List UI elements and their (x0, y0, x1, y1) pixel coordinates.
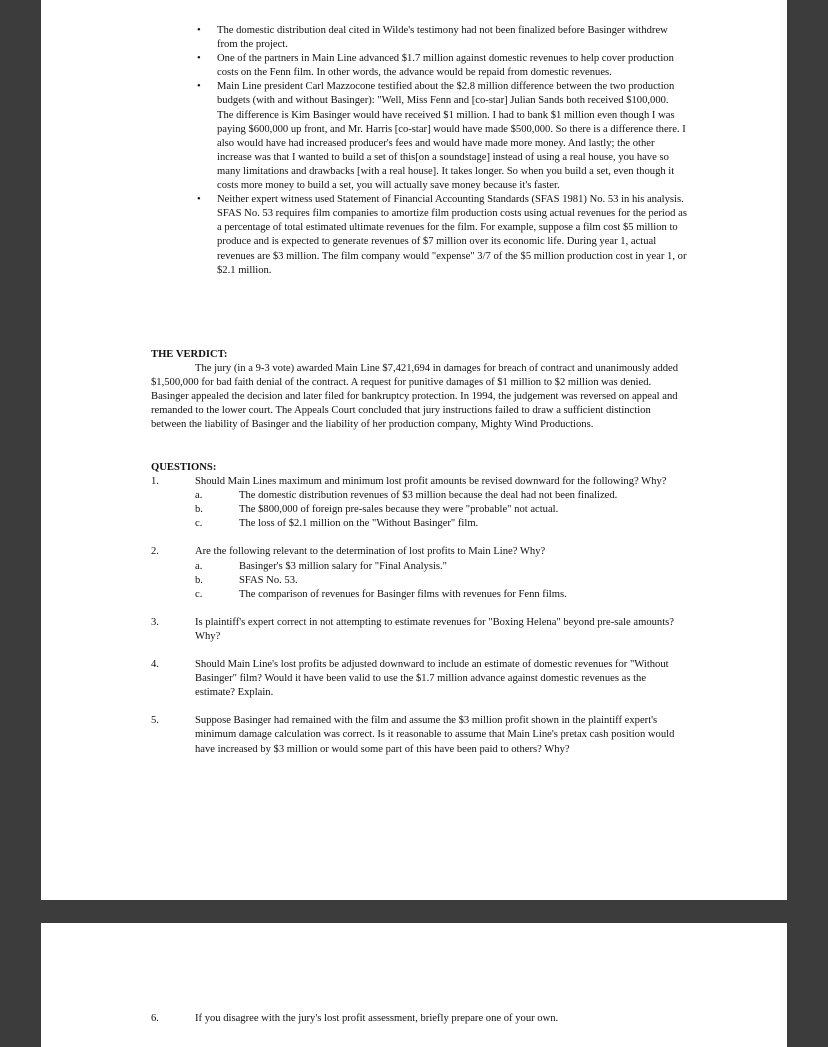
verdict-heading: THE VERDICT: (151, 349, 228, 360)
verdict-paragraph: The jury (in a 9-3 vote) awarded Main Line $7,421,694 in damages for breach of contract and unanimously added $1,500,000 for bad faith denial of the contract. A request for punitive damages of $1 million to $2 million was denied. Basinger appealed the decision and later filed for bankruptcy protection. In 1994, the judgement was reversed on appeal and remanded to the lower court. The Appeals Court concluded that jury instructions failed to draw a sufficient distinction between the liability of Basinger and the liability of her production company, Mighty Wind Productions. (151, 363, 679, 431)
question-item (151, 714, 679, 756)
bullet-text: Main Line president Carl Mazzocone testified about the $2.8 million difference between the two production budgets (with and without Basinger): "Well, Miss Fenn and [co-star] Julian Sands both received $100,000. The difference is Kim Basinger would have received $1 million. I had to bank $1 million even though I was paying $600,000 up front, and Mr. Harris [co-star] would have made $500,000. So there is a difference there. I also would have had increased producer's fees and would have made more money. And lastly; the other increase was that I wanted to build a set of this[on a soundstage] instead of using a real house, you have so many limitations and drawbacks [with a real house]. It takes longer. So when you build a set, even though it costs more money to build a set, you will actually save money because it's faster. (217, 81, 686, 192)
question-text: Is plaintiff's expert correct in not attempting to estimate revenues for "Boxing Helena" beyond pre-sale amounts? Why? (195, 616, 674, 642)
question-text: Are the following relevant to the determination of lost profits to Main Line? Why? (195, 546, 546, 558)
question-text: Should Main Lines maximum and minimum lost profit amounts be revised downward for the following? Why? (195, 476, 667, 488)
question-number: 1. (151, 476, 159, 488)
question-item (151, 658, 679, 700)
bullet-dot-icon: • (197, 81, 201, 93)
sub-question (195, 574, 679, 588)
bullet-dot-icon: • (197, 53, 201, 65)
sub-question-letter: a. (195, 490, 203, 502)
question-text: Suppose Basinger had remained with the film and assume the $3 million profit shown in the plaintiff expert's minimum damage calculation was correct. Is it reasonable to assume that Main Line's pretax cash position would have increased by $3 million or would some part of this have been paid to others? Why? (195, 715, 675, 755)
sub-question (195, 560, 679, 574)
questions-section (151, 461, 679, 757)
verdict-section (151, 348, 679, 433)
question-number: 5. (151, 715, 159, 727)
sub-question (195, 489, 679, 503)
sub-question-letter: c. (195, 518, 203, 530)
sub-question-text: The loss of $2.1 million on the "Without Basinger" film. (239, 518, 479, 530)
sub-question-letter: c. (195, 588, 203, 600)
document-page-2 (41, 923, 787, 1047)
sub-question-letter: a. (195, 560, 203, 572)
bullet-item (197, 193, 687, 278)
questions-continued (151, 1012, 679, 1026)
sub-question (195, 517, 679, 531)
bullet-dot-icon: • (197, 194, 201, 206)
question-item (151, 616, 679, 644)
sub-question-text: The $800,000 of foreign pre-sales because they were "probable" not actual. (239, 504, 559, 516)
sub-question (195, 588, 679, 602)
sub-question-list (195, 489, 679, 531)
bullet-text: Neither expert witness used Statement of Financial Accounting Standards (SFAS 1981) No. 53 in his analysis. SFAS No. 53 requires film companies to amortize film production costs using actual revenues for the period as a percentage of total estimated ultimate revenues for the film. For example, suppose a film cost $5 million to produce and is expected to generate revenues of $7 million over its economic life. During year 1, actual revenues are $3 million. The film company would "expense" 3/7 of the $5 million production cost in year 1, or $2.1 million. (217, 194, 687, 276)
sub-question-text: The comparison of revenues for Basinger films with revenues for Fenn films. (239, 588, 567, 600)
questions-heading: QUESTIONS: (151, 462, 217, 473)
question-number: 4. (151, 659, 159, 671)
sub-question (195, 503, 679, 517)
sub-question-text: The domestic distribution revenues of $3 million because the deal had not been finalized. (239, 490, 618, 502)
bullet-item (197, 24, 687, 52)
question-number: 2. (151, 546, 159, 558)
bullet-text: The domestic distribution deal cited in Wilde's testimony had not been finalized before Basinger withdrew from the project. (217, 25, 668, 51)
sub-question-letter: b. (195, 504, 203, 516)
sub-question-text: SFAS No. 53. (239, 574, 298, 586)
question-item (151, 475, 679, 531)
bullet-dot-icon: • (197, 25, 201, 36)
sub-question-text: Basinger's $3 million salary for "Final Analysis." (239, 560, 447, 572)
bullet-item (197, 52, 687, 80)
bullet-item (197, 80, 687, 193)
question-number: 6. (151, 1013, 159, 1024)
question-text: If you disagree with the jury's lost profit assessment, briefly prepare one of your own. (195, 1013, 559, 1024)
document-page-1 (41, 0, 787, 900)
question-item (151, 545, 679, 601)
sub-question-letter: b. (195, 574, 203, 586)
bullet-list (197, 24, 687, 278)
question-item (151, 1012, 679, 1026)
question-number: 3. (151, 616, 159, 628)
question-text: Should Main Line's lost profits be adjusted downward to include an estimate of domestic revenues for "Without Basinger" film? Would it have been valid to use the $1.7 million advance against domestic revenues as the estimate? Explain. (195, 659, 669, 699)
sub-question-list (195, 560, 679, 602)
bullet-text: One of the partners in Main Line advanced $1.7 million against domestic revenues to help cover production costs on the Fenn film. In other words, the advance would be repaid from domestic revenues. (217, 53, 674, 79)
